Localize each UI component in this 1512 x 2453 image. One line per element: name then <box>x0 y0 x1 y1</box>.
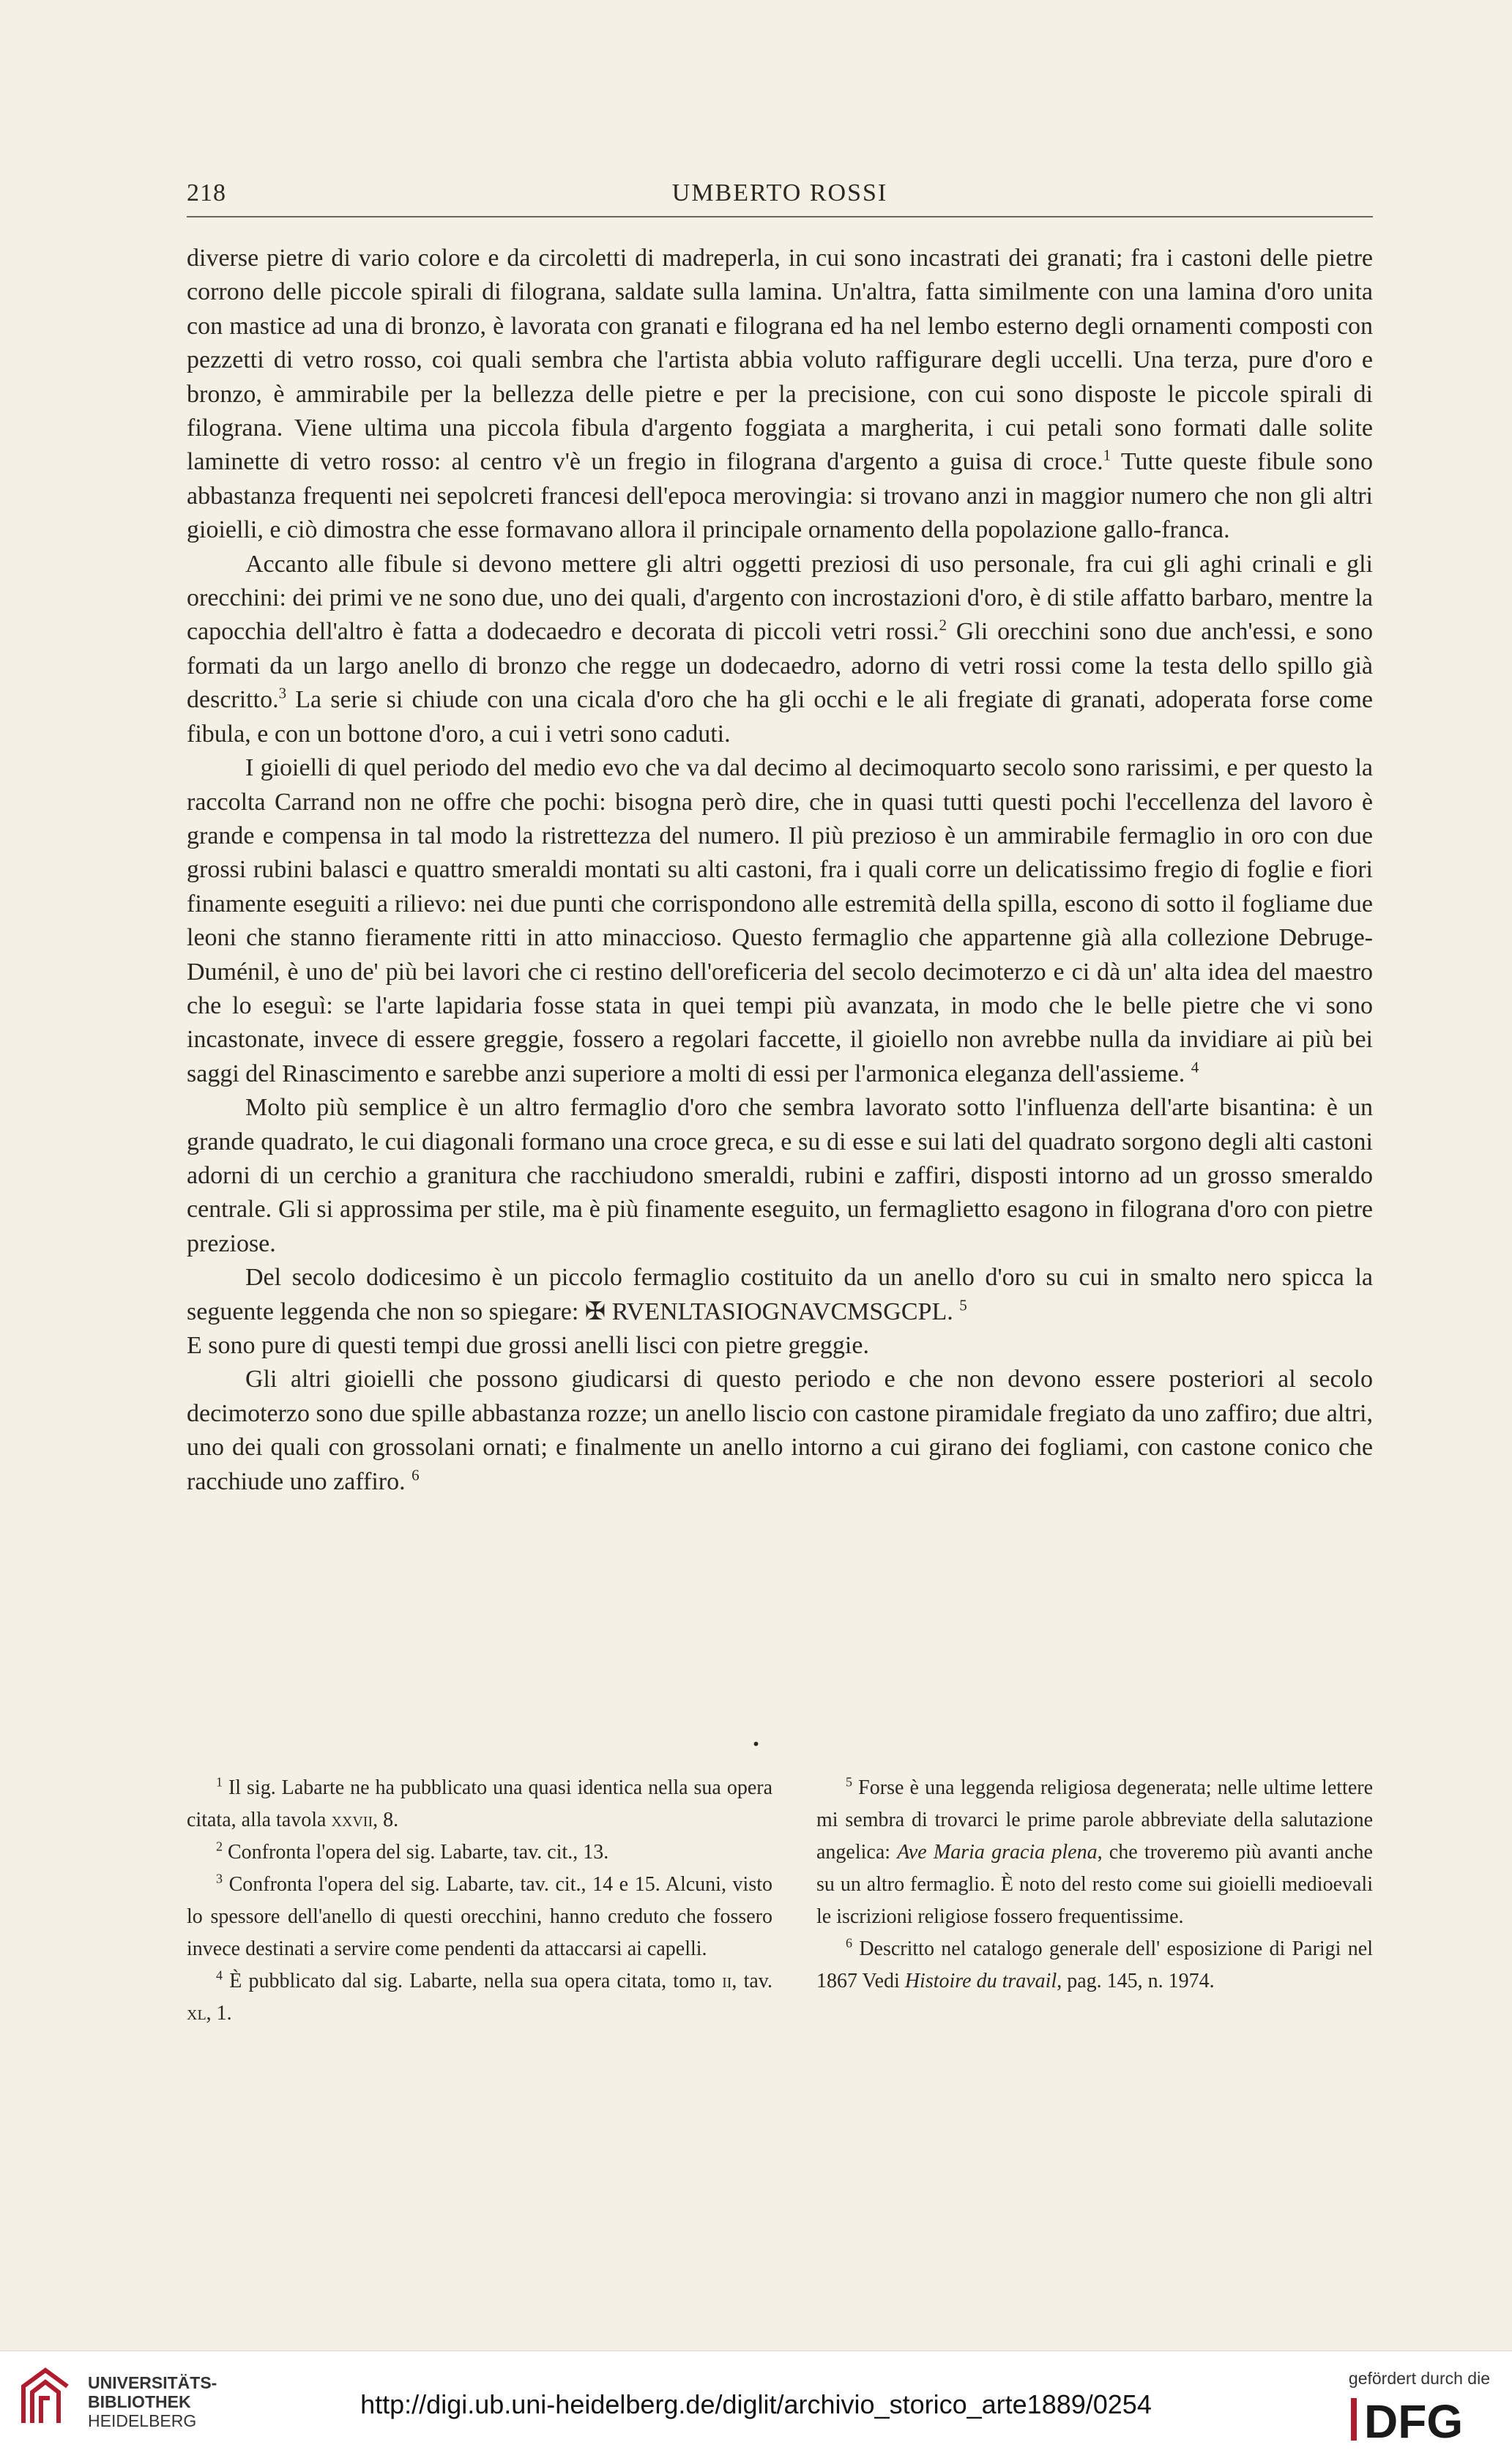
footnotes-left-column <box>187 1772 772 2030</box>
footnote-2: $^2$ Confronta l'opera del sig. Labarte, tav. cit., 13. <box>216 1839 609 1864</box>
paragraph-6: Gli altri gioielli che possono giudicarsi di questo periodo e che non devono essere posteriori al secolo decimoterzo sono due spille abbastanza rozze; un anello liscio con castone piramidale fregiato da uno zaffiro; due altri, uno dei quali con grossolani ornati; e finalmente un anello intorno a cui girano dei fogliami, con castone conico che racchiude uno zaffiro. $^6$ <box>187 1366 1373 1495</box>
footnote-1: $^1$ Il sig. Labarte ne ha pubblicato una quasi identica nella sua opera citata, alla tavola xxvii, 8. <box>187 1774 772 1831</box>
footnote-4: $^4$ È pubblicato dal sig. Labarte, nella sua opera citata, tomo ii, tav. xl, 1. <box>187 1968 772 2025</box>
footnote-ref[interactable]: 1 <box>1103 447 1111 465</box>
footnote-3: $^3$ Confronta l'opera del sig. Labarte, tav. cit., 14 e 15. Alcuni, visto lo spessore dell'anello di questi orecchini, hanno creduto che fossero invece destinati a servire come pendenti da attaccarsi ai capelli. <box>187 1871 772 1960</box>
paragraph-2: Accanto alle fibule si devono mettere gli altri oggetti preziosi di uso personale, fra cui gli aghi crinali e gli orecchini: dei primi ve ne sono due, uno dei quali, d'argento con incrostazioni d'oro, è di stile affatto barbaro, mentre la capocchia dell'altro è fatta a dodecaedro e decorata di piccoli vetri rossi.$^2$ Gli orecchini sono due anch'essi, e sono formati da un largo anello di bronzo che regge un dodecaedro, adorno di vetri rossi come la testa dello spillo già descritto.$^3$ La serie si chiude con una cicala d'oro che ha gli occhi e le ali fregiate di granati, adoperata forse come fibula, e con un bottone d'oro, a cui i vetri sono caduti. <box>187 550 1373 748</box>
footnote-ref[interactable]: 2 <box>939 617 947 635</box>
paragraph-1: diverse pietre di vario colore e da circoletti di madreperla, in cui sono incastrati dei granati; fra i castoni delle pietre corrono delle piccole spirali di filograna, saldate sulla lamina. Un'altra, fatta similmente con una lamina d'oro unita con mastice ad una di bronzo, è lavorata con granati e filograna ed ha nel lembo esterno degli ornamenti composti con pezzetti di vetro rosso, coi quali sembra che l'artista abbia voluto raffigurare degli uccelli. Una terza, pure d'oro e bronzo, è ammirabile per la bellezza delle pietre e per la precisione, con cui sono disposte le piccole spirali di filograna. Viene ultima una piccola fibula d'argento foggiata a margherita, i cui petali sono formati dalle solite laminette di vetro rosso: al centro v'è un fregio in filograna d'argento a guisa di croce.$^1$ Tutte queste fibule sono abbastanza frequenti nei sepolcreti francesi dell'epoca merovingia: si trovano anzi in maggior numero che non gli altri gioielli, e ciò dimostra che esse formavano allora il principale ornamento della popolazione gallo-franca. <box>187 245 1373 544</box>
paragraph-4: Molto più semplice è un altro fermaglio d'oro che sembra lavorato sotto l'influenza dell'arte bisantina: è un grande quadrato, le cui diagonali formano una croce greca, e su di esse e sui lati del quadrato sorgono degli alti castoni adorni di un cerchio a granitura che racchiudono smeraldi, rubini e zaffiri, disposti intorno ad un grosso smeraldo centrale. Gli si approssima per stile, ma è più finamente eseguito, un fermaglietto esagono in filograna d'oro con pietre preziose. <box>187 1094 1373 1257</box>
funding-note: gefördert durch die <box>1348 2369 1490 2388</box>
footnotes-right-column <box>816 1772 1373 1998</box>
paragraph-5: Del secolo dodicesimo è un piccolo fermaglio costituito da un anello d'oro su cui in smalto nero spicca la seguente leggenda che non so spiegare: ✠ RVENLTASIOGNAVCMSGCPL. $^5$ E sono pure di questi tempi due grossi anelli lisci con pietre greggie. <box>187 1264 1373 1359</box>
footnote-ref[interactable]: 3 <box>278 684 287 702</box>
footnote-ref[interactable]: 5 <box>959 1296 967 1314</box>
footnote-5: $^5$ Forse è una leggenda religiosa degenerata; nelle ultime lettere mi sembra di trovarci le prime parole abbreviate della salutazione angelica: Ave Maria gracia plena, che troveremo più avanti anche su un altro fermaglio. È noto del resto come sui gioielli medioevali le iscrizioni religiose fossero frequentissime. <box>816 1774 1373 1928</box>
dfg-logo[interactable] <box>1351 2395 1490 2443</box>
svg-text:DFG: DFG <box>1364 2395 1464 2443</box>
footnote-ref[interactable]: 6 <box>411 1466 420 1484</box>
permalink-url[interactable]: http://digi.ub.uni-heidelberg.de/diglit/archivio_storico_arte1889/0254 <box>360 2389 1152 2419</box>
running-head <box>187 179 1373 217</box>
main-text <box>187 242 1373 1499</box>
footnote-ref[interactable]: 4 <box>1191 1058 1199 1076</box>
footnotes <box>187 1772 1373 2080</box>
paragraph-3: I gioielli di quel periodo del medio evo che va dal decimo al decimoquarto secolo sono rarissimi, e per questo la raccolta Carrand non ne offre che pochi: bisogna però dire, che in quasi tutti questi pochi l'eccellenza del lavoro è grande e compensa in tal modo la ristrettezza del numero. Il più prezioso è un ammirabile fermaglio in oro con due grossi rubini balasci e quattro smeraldi montati su alti castoni, fra i quali corre un delicatissimo fregio di foglie e fiori finamente eseguiti a rilievo: nei due punti che corrispondono alle estremità della spilla, escono di sotto il fogliame due leoni che stanno fieramente ritti in atto minaccioso. Questo fermaglio che appartenne già alla collezione Debruge-Duménil, è uno de' più bei lavori che ci restino dell'oreficeria del secolo decimoterzo e ci dà un' alta idea del maestro che lo eseguì: se l'arte lapidaria fosse stata in quei tempi più avanzata, in modo che le belle pietre che vi sono incastonate, invece di essere greggie, fossero a regolari faccette, il gioiello non avrebbe nulla da invidiare ai più bei saggi del Rinascimento e sarebbe anzi superiore a molti di essi per l'armonica eleganza dell'assieme. $^4$ <box>187 754 1373 1087</box>
viewer-footer <box>0 2350 1512 2453</box>
footnote-6: $^6$ Descritto nel catalogo generale dell' esposizione di Parigi nel 1867 Vedi Histoire du travail, pag. 145, n. 1974. <box>816 1935 1373 1992</box>
page-number: 218 <box>187 179 226 206</box>
library-name[interactable]: UNIVERSITÄTS- BIBLIOTHEK HEIDELBERG <box>88 2373 217 2430</box>
section-ornament: • <box>751 1735 761 1753</box>
running-head-author: UMBERTO ROSSI <box>671 179 888 206</box>
